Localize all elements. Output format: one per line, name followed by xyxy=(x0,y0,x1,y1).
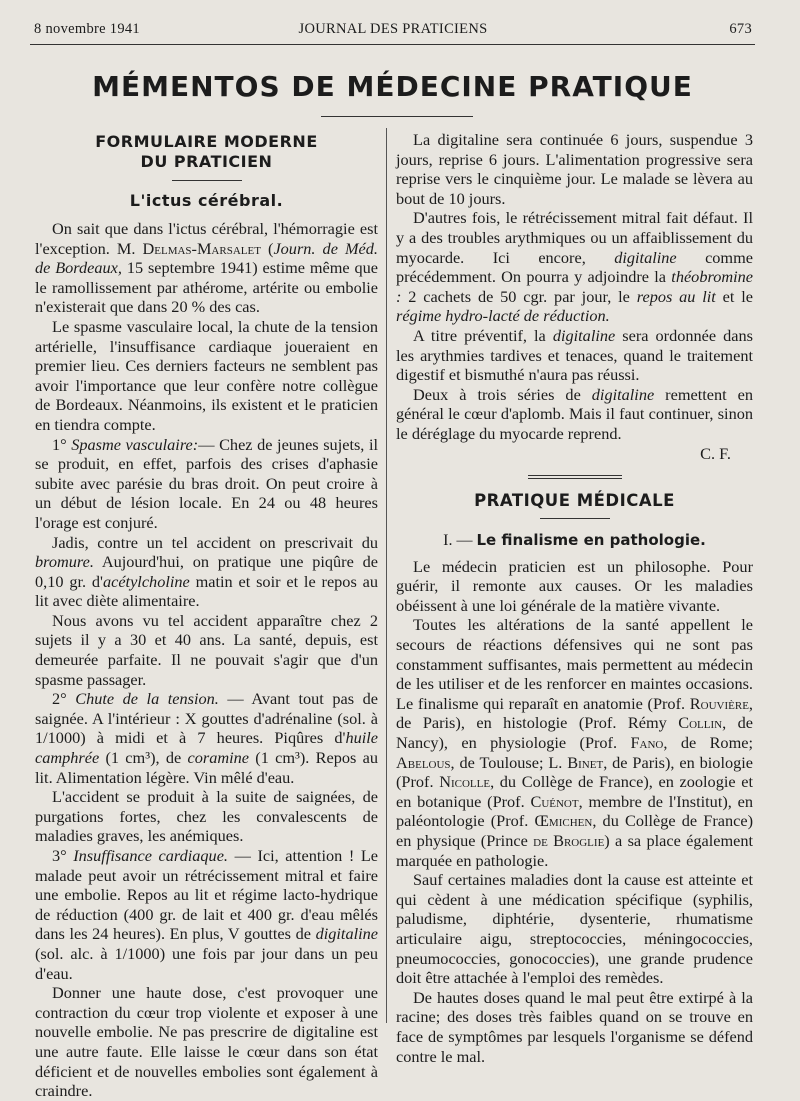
paragraph: Deux à trois séries de digitaline remettent en général le cœur d'aplomb. Mais il faut continuer, sinon le déréglage du myocarde reprend. xyxy=(396,384,753,443)
page-number: 673 xyxy=(729,21,752,37)
paragraph: 3° Insuffisance cardiaque. — Ici, attention ! Le malade peut avoir un rétrécissement mitral et faire une embolie. Repos au lit et régime lacto-hydrique de réduction (400 gr. de lait et 400 gr. d'eau mêlés dans les 24 heures). En plus, V gouttes de digitaline (sol. alc. à 1/1000) une fois par jour dans un peu d'eau. xyxy=(35,846,379,983)
running-header xyxy=(34,21,752,41)
paragraph: Nous avons vu tel accident apparaître chez 2 sujets il y a 30 et 40 ans. La santé, depuis, est demeurée parfaite. Il ne pouvait s'agir que d'un spasme passager. xyxy=(35,610,378,689)
page-title: MÉMENTOS DE MÉDECINE PRATIQUE xyxy=(92,70,693,103)
paragraph: Jadis, contre un tel accident on prescrivait du bromure. Aujourd'hui, on pratique une piqûre de 0,10 gr. d'acétylcholine matin et soir et le repos au lit avec diète alimentaire. xyxy=(35,532,378,611)
article-subtitle: L'ictus cérébral. xyxy=(129,191,284,210)
paragraph: Le spasme vasculaire local, la chute de la tension artérielle, l'insuffisance cardiaque joueraient en premier lieu. Ces derniers facteurs ne semblent pas avoir l'importance que leur confère notre collègue de Bordeaux. Néanmoins, ils existent et le praticien en tiendra compte. xyxy=(35,316,378,434)
journal-name: JOURNAL DES PRATICIENS xyxy=(298,21,488,37)
section-double-rule xyxy=(528,475,622,479)
paragraph: D'autres fois, le rétrécissement mitral fait défaut. Il y a des troubles arythmiques ou un affaiblissement du myocarde. Ici encore, digitaline comme précédemment. On pourra y adjoindre la théobromine : 2 cachets de 50 cgr. par jour, le repos au lit et le régime hydro-lacté de réduction. xyxy=(396,208,753,326)
paragraph: L'accident se produit à la suite de saignées, de purgations fortes, chez les convalescents de maladies graves, les anémiques. xyxy=(35,787,378,846)
paragraph: Donner une haute dose, c'est provoquer une contraction du cœur trop violente et exposer à une nouvelle embolie. Ne pas prescrire de digitaline est une autre faute. Elle laisse le cœur dans son état déficient et de nouvelles embolies sont également à craindre. xyxy=(35,983,378,1101)
section-rule xyxy=(172,180,242,181)
paragraph: Sauf certaines maladies dont la cause est atteinte et qui cèdent à une médication spécifique (syphilis, paludisme, diphtérie, dysenterie, rhumatisme articulaire aigu, streptococcies, méningococcies, pneumococcies, gonococcies), une grande prudence doit être attachée à l'emploi des remèdes. xyxy=(396,870,753,988)
paragraph: A titre préventif, la digitaline sera ordonnée dans les arythmies tardives et tenaces, quand le traitement digestif et bismuthé n'aura pas réussi. xyxy=(396,325,753,385)
paragraph: La digitaline sera continuée 6 jours, suspendue 3 jours, reprise 6 jours. L'alimentation progressive sera reprise vers le cinquième jour. Le malade se lèvera au bout de 10 jours. xyxy=(396,130,753,208)
paragraph: 2° Chute de la tension. — Avant tout pas de saignée. A l'intérieur : X gouttes d'adrénaline (sol. à 1/1000) à midi et à 7 heures. Piqûres d'huile camphrée (1 cm³), de coramine (1 cm³). Repos au lit. Alimentation légère. Vin mêlé d'eau. xyxy=(35,689,378,787)
left-column xyxy=(35,130,378,1101)
section-title-pratique: PRATIQUE MÉDICALE xyxy=(474,491,675,511)
section-title-formulaire: FORMULAIRE MODERNE DU PRATICIEN xyxy=(95,132,318,171)
article-subtitle: I. — Le finalisme en pathologie. xyxy=(443,531,706,550)
title-rule xyxy=(321,116,473,117)
paragraph: Toutes les altérations de la santé appellent le secours de réactions défensives qui ne sont pas constamment suffisantes, mais permettent au médecin de les utiliser et de les renforcer en maintes occasions. Le finalisme qui reparaît en anatomie (Prof. Rouvière, de Paris), en histologie (Prof. Rémy Collin, de Nancy), en physiologie (Prof. Fano, de Rome; Abelous, de Toulouse; L. Binet, de Paris), en biologie (Prof. Nicolle, du Collège de France), en zoologie et en botanique (Prof. Cuénot, membre de l'Institut), en paléontologie (Prof. Œmichen, du Collège de France) en physique (Prince de Broglie) a sa place également marquée en pathologie. xyxy=(396,615,754,870)
column-divider xyxy=(386,128,387,1023)
paragraph: On sait que dans l'ictus cérébral, l'hémorragie est l'exception. M. Delmas-Marsalet (Journ. de Méd. de Bordeaux, 15 septembre 1941) estime même que le ramollissement par athérome, artérite ou embolie n'existerait que dans 20 % des cas. xyxy=(35,219,378,317)
header-rule xyxy=(30,44,755,45)
paragraph: De hautes doses quand le mal peut être extirpé à la racine; des doses très faibles quand on se trouve en face de symptômes par lesquels l'organisme se défend contre le mal. xyxy=(396,987,753,1066)
right-column xyxy=(396,130,753,1066)
paragraph: Le médecin praticien est un philosophe. Pour guérir, il remonte aux causes. Or les maladies obéissent à une loi générale de la matière vivante. xyxy=(396,556,753,615)
section-rule xyxy=(540,518,610,519)
issue-date: 8 novembre 1941 xyxy=(34,21,140,37)
signature: C. F. xyxy=(700,443,731,463)
paragraph: 1° Spasme vasculaire:— Chez de jeunes sujets, il se produit, en effet, parfois des crises d'aphasie subite avec parésie du bras droit. On peut croire à un début de lésion locale. En 24 ou 48 heures l'orage est conjuré. xyxy=(35,434,378,532)
